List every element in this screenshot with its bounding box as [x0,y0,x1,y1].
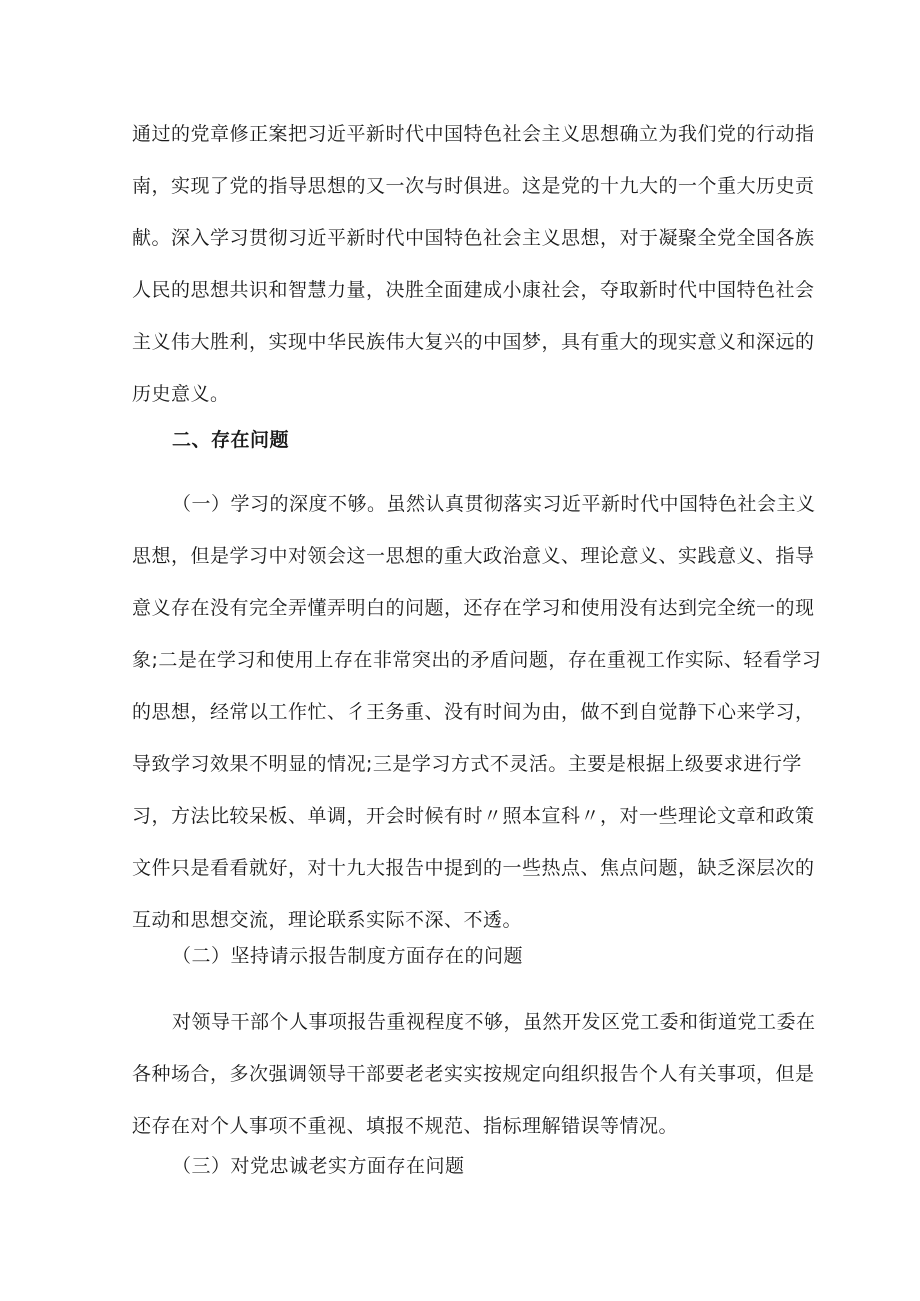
subheading-report [132,930,792,982]
text-line: （一）学习的深度不够。虽然认真贯彻落实习近平新时代中国特色社会主义 [172,493,816,515]
text-line: 意义存在没有完全弄懂弄明白的问题，还存在学习和使用没有达到完全统一的现 [132,597,815,619]
section-heading [132,414,792,466]
text-line: 的思想，经常以工作忙、彳王务重、没有时间为由，做不到自觉静下心来学习， [132,701,815,723]
text-line: 献。深入学习贯彻习近平新时代中国特色社会主义思想，对于凝聚全党全国各族 [132,227,815,249]
text-line: 人民的思想共识和智慧力量，决胜全面建成小康社会，夺取新时代中国特色社会 [132,279,815,301]
subsection-title: （二）坚持请示报告制度方面存在的问题 [172,945,524,967]
paragraph-report [132,996,816,1152]
paragraph-intro [132,108,815,420]
text-line: 对领导干部个人事项报告重视程度不够，虽然开发区党工委和街道党工委在 [172,1011,816,1033]
text-line: 文件只是看看就好，对十九大报告中提到的一些热点、焦点问题，缺乏深层次的 [132,857,815,879]
section-title: 二、存在问题 [172,429,290,451]
text-line: 互动和思想交流，理论联系实际不深、不透。 [132,909,523,931]
text-line: 导致学习效果不明显的情况;三是学习方式不灵活。主要是根据上级要求进行学 [132,753,802,775]
text-line: 习，方法比较呆板、单调，开会时候有时〃照本宣科〃，对一些理论文章和政策 [132,805,815,827]
text-line: 象;二是在学习和使用上存在非常突出的矛盾问题，存在重视工作实际、轻看学习 [132,649,822,671]
paragraph-depth [132,478,822,946]
text-line: 南，实现了党的指导思想的又一次与时俱进。这是党的十九大的一个重大历史贡 [132,175,815,197]
subheading-loyalty [132,1140,792,1192]
text-line: 通过的党章修正案把习近平新时代中国特色社会主义思想确立为我们党的行动指 [132,123,815,145]
text-line: 历史意义。 [132,383,230,405]
text-line: 主义伟大胜利，实现中华民族伟大复兴的中国梦，具有重大的现实意义和深远的 [132,331,815,353]
text-line: 思想，但是学习中对领会这一思想的重大政治意义、理论意义、实践意义、指导 [132,545,815,567]
text-line: 各种场合，多次强调领导干部要老老实实按规定向组织报告个人有关事项，但是 [132,1063,815,1085]
subsection-title: （三）对党忠诚老实方面存在问题 [172,1155,465,1177]
text-line: 还存在对个人事项不重视、填报不规范、指标理解错误等情况。 [132,1115,679,1137]
